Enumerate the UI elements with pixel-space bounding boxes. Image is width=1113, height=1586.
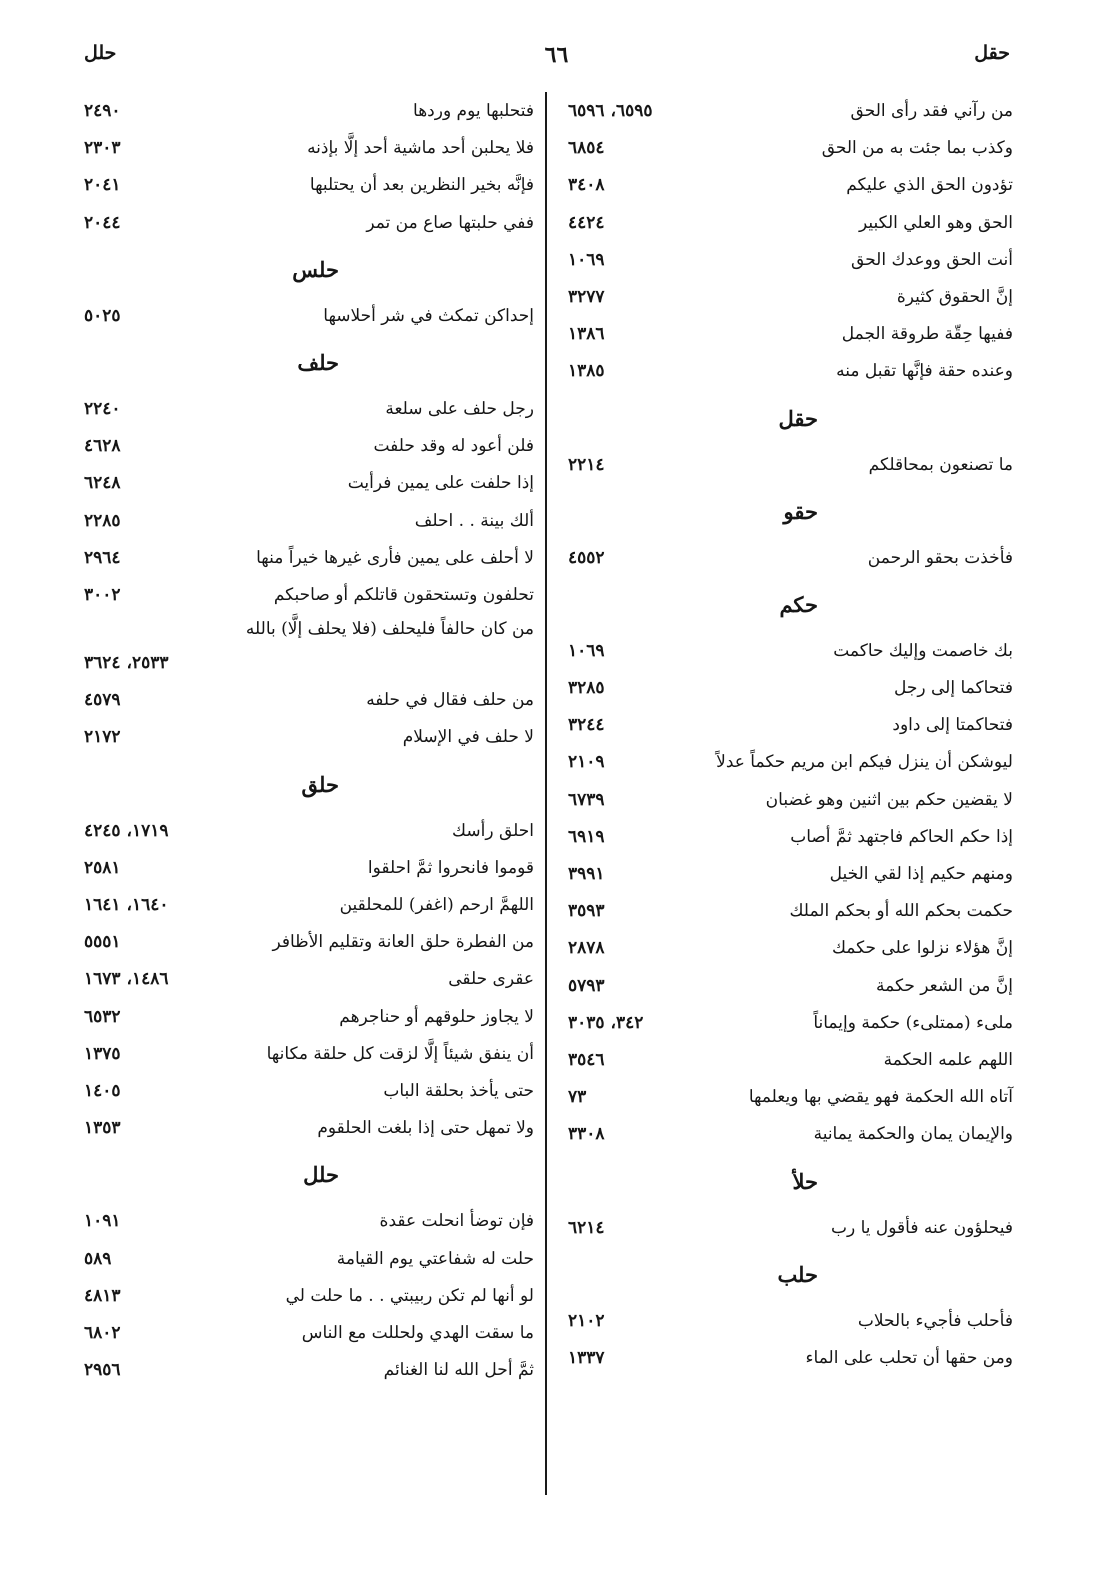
entry-text: فإنَّه بخير النظرين بعد أن يحتلبها <box>309 175 534 196</box>
index-entry <box>568 968 1013 1005</box>
hadith-reference-numbers: ٤٦٢٨ <box>84 436 121 457</box>
entry-text: فيحلؤون عنه فأقول يا رب <box>830 1217 1013 1238</box>
index-entry <box>568 707 1013 744</box>
index-entry <box>84 1073 534 1110</box>
entry-text: اللهمَّ ارحم (اغفر) للمحلقين <box>339 895 534 915</box>
hadith-reference-numbers: ١٠٩١ <box>84 1211 121 1232</box>
running-head-left: حلل <box>84 42 117 64</box>
index-entry <box>84 1352 534 1389</box>
index-entry <box>568 1042 1013 1079</box>
root-heading <box>568 1154 1013 1210</box>
index-entry <box>84 1203 534 1240</box>
index-entry <box>568 279 1013 316</box>
hadith-reference-numbers: ١٦٤٠، ١٦٤١ <box>84 895 169 915</box>
index-entry <box>568 782 1013 819</box>
hadith-reference-numbers: ٦٩١٩ <box>568 826 605 847</box>
entry-text: تحلفون وتستحقون قاتلكم أو صاحبكم <box>273 584 534 605</box>
index-entry <box>84 93 534 130</box>
entry-text: فأخذت بحقو الرحمن <box>867 547 1013 568</box>
index-entry <box>84 1036 534 1073</box>
root-heading-text: حلل <box>303 1162 339 1188</box>
entry-text: أنت الحق ووعدك الحق <box>851 249 1013 270</box>
root-heading-text: حلب <box>777 1261 818 1287</box>
hadith-reference-numbers: ١٣٣٧ <box>568 1347 605 1368</box>
hadith-reference-numbers: ١٣٨٦ <box>568 324 605 345</box>
index-entry <box>568 633 1013 670</box>
root-heading <box>84 757 534 813</box>
index-entry <box>84 130 534 167</box>
entry-text: ليوشكن أن ينزل فيكم ابن مريم حكماً عدلاً <box>716 752 1013 773</box>
index-entry <box>568 670 1013 707</box>
hadith-reference-numbers: ٢٩٦٤ <box>84 547 121 568</box>
root-heading <box>568 577 1013 633</box>
index-entry <box>84 999 534 1036</box>
entry-text: فتحلبها يوم وردها <box>413 101 534 121</box>
left-column <box>84 93 534 1389</box>
hadith-reference-numbers: ٦٢٤٨ <box>84 473 121 494</box>
index-entry <box>568 447 1013 484</box>
index-entry <box>84 205 534 242</box>
hadith-reference-numbers: ١٣٨٥ <box>568 361 605 382</box>
entry-text: ففيها حِقّة طروقة الجمل <box>841 324 1013 345</box>
entry-text: ومنهم حكيم إذا لقي الخيل <box>829 864 1013 884</box>
entry-text: فتحاكما إلى رجل <box>894 678 1013 699</box>
hadith-reference-numbers: ٦٨٠٢ <box>84 1322 121 1343</box>
entry-text: وعنده حقة فإنَّها تقبل منه <box>836 361 1013 382</box>
entry-text: فلن أعود له وقد حلفت <box>373 436 534 457</box>
index-entry <box>568 856 1013 893</box>
index-entry <box>568 1210 1013 1247</box>
index-entry <box>568 893 1013 930</box>
hadith-reference-numbers: ١٧١٩، ٤٢٤٥ <box>84 820 169 841</box>
hadith-reference-numbers: ١٣٥٣ <box>84 1118 121 1139</box>
index-entry <box>84 1241 534 1278</box>
entry-text: إنَّ هؤلاء نزلوا على حكمك <box>831 938 1013 959</box>
entry-text: لا يقضين حكم بين اثنين وهو غضبان <box>765 789 1013 810</box>
entry-text: فأحلب فأجيء بالحلاب <box>857 1310 1013 1331</box>
hadith-reference-numbers: ٣٥٩٣ <box>568 901 605 922</box>
hadith-reference-numbers: ٤٤٢٤ <box>568 212 605 233</box>
hadith-reference-numbers: ٧٣ <box>568 1087 587 1108</box>
hadith-reference-numbers: ٢٥٨١ <box>84 857 121 878</box>
entry-text: لا حلف في الإسلام <box>402 727 534 748</box>
index-entry <box>84 682 534 719</box>
entry-text: ملىء (ممتلىء) حكمة وإيماناً <box>813 1012 1013 1033</box>
index-entry <box>84 1315 534 1352</box>
hadith-reference-numbers: ٢٠٤١ <box>84 175 121 196</box>
hadith-reference-numbers: ٣٢٤٤ <box>568 715 605 736</box>
hadith-reference-numbers: ٢٤٩٠ <box>84 101 121 121</box>
hadith-reference-numbers: ١٤٠٥ <box>84 1080 121 1101</box>
hadith-reference-numbers: ٥٨٩ <box>84 1248 112 1269</box>
hadith-reference-numbers: ٢٥٣٣، ٣٦٢٤ <box>84 653 169 674</box>
root-heading-text: حلأ <box>792 1168 818 1194</box>
hadith-reference-numbers: ٢٨٧٨ <box>568 938 605 959</box>
index-entry <box>568 93 1013 130</box>
hadith-reference-numbers: ٣٢٧٧ <box>568 286 605 307</box>
hadith-reference-numbers: ١٣٧٥ <box>84 1043 121 1064</box>
index-entry <box>568 744 1013 781</box>
entry-continued-text <box>84 614 534 645</box>
index-entry <box>84 645 534 682</box>
hadith-reference-numbers: ٥٠٢٥ <box>84 305 121 326</box>
entry-text: احلق رأسك <box>452 820 534 841</box>
hadith-reference-numbers: ٣٣٠٨ <box>568 1124 605 1145</box>
entry-text: ما سقت الهدي ولحللت مع الناس <box>301 1322 534 1343</box>
hadith-reference-numbers: ٦٥٣٢ <box>84 1006 121 1027</box>
index-entry <box>84 540 534 577</box>
entry-text: آتاه الله الحكمة فهو يقضي بها ويعلمها <box>748 1087 1013 1108</box>
entry-text: أن ينفق شيئاً إلَّا لزقت كل حلقة مكانها <box>266 1043 534 1064</box>
hadith-reference-numbers: ٢٣٠٣ <box>84 138 121 159</box>
root-heading-text: حلس <box>292 256 339 282</box>
entry-text: بك خاصمت وإليك حاكمت <box>833 640 1013 661</box>
hadith-reference-numbers: ٢١٠٩ <box>568 752 605 773</box>
index-entry <box>568 1079 1013 1116</box>
index-entry <box>84 167 534 204</box>
index-entry <box>568 1005 1013 1042</box>
hadith-reference-numbers: ٢١٧٢ <box>84 727 121 748</box>
root-heading-text: حلف <box>297 349 339 375</box>
entry-text: حلت له شفاعتي يوم القيامة <box>336 1248 534 1269</box>
entry-text: تؤدون الحق الذي عليكم <box>846 175 1013 196</box>
hadith-reference-numbers: ٣٥٤٦ <box>568 1049 605 1070</box>
entry-text: ومن حقها أن تحلب على الماء <box>805 1347 1013 1368</box>
entry-text: قوموا فانحروا ثمَّ احلقوا <box>367 857 534 878</box>
entry-text: لو أنها لم تكن ربيبتي . . ما حلت لي <box>285 1285 534 1306</box>
entry-text: لا أحلف على يمين فأرى غيرها خيراً منها <box>256 547 534 568</box>
hadith-reference-numbers: ٢٢١٤ <box>568 454 605 475</box>
index-entry <box>568 1340 1013 1377</box>
index-entry <box>84 428 534 465</box>
entry-text: ما تصنعون بمحاقلكم <box>868 454 1013 475</box>
index-entry <box>568 1116 1013 1153</box>
index-entry <box>568 205 1013 242</box>
entry-text: ثمَّ أحل الله لنا الغنائم <box>383 1360 534 1381</box>
root-heading <box>568 391 1013 447</box>
index-entry <box>568 242 1013 279</box>
right-column <box>568 93 1013 1377</box>
hadith-reference-numbers: ٥٧٩٣ <box>568 975 605 996</box>
hadith-reference-numbers: ٦٨٥٤ <box>568 138 605 159</box>
hadith-reference-numbers: ٢٩٥٦ <box>84 1360 121 1381</box>
root-heading <box>568 484 1013 540</box>
root-heading <box>568 1247 1013 1303</box>
index-entry <box>84 719 534 756</box>
entry-text: ولا تمهل حتى إذا بلغت الحلقوم <box>317 1118 534 1139</box>
entry-text: لا يجاوز حلوقهم أو حناجرهم <box>339 1006 534 1027</box>
root-heading <box>84 335 534 391</box>
entry-text: من حلف فقال في حلفه <box>366 690 534 711</box>
index-entry <box>568 130 1013 167</box>
entry-text: فتحاكمتا إلى داود <box>892 715 1013 736</box>
entry-text: رجل حلف على سلعة <box>385 398 534 419</box>
entry-text: إنَّ من الشعر حكمة <box>876 975 1013 996</box>
index-entry <box>84 1110 534 1147</box>
index-entry <box>84 391 534 428</box>
page-number: ٦٦ <box>544 42 569 68</box>
entry-text: ألك بينة . . احلف <box>414 510 534 531</box>
index-entry <box>84 850 534 887</box>
index-entry <box>84 887 534 924</box>
hadith-reference-numbers: ٣٠٠٢ <box>84 584 121 605</box>
index-entry <box>84 465 534 502</box>
entry-text: من كان حالفاً فليحلف (فلا يحلف إلَّا) بالله <box>245 619 534 640</box>
index-entry <box>84 503 534 540</box>
entry-text: إحداكن تمكث في شر أحلاسها <box>323 305 534 326</box>
entry-text: الحق وهو العلي الكبير <box>858 212 1013 233</box>
entry-text: فإن توضأ انحلت عقدة <box>379 1211 534 1232</box>
entry-text: إذا حلفت على يمين فرأيت <box>347 473 534 494</box>
hadith-reference-numbers: ٦٧٣٩ <box>568 789 605 810</box>
index-entry <box>84 1278 534 1315</box>
hadith-reference-numbers: ٦٢١٤ <box>568 1217 605 1238</box>
hadith-reference-numbers: ٦٥٩٥، ٦٥٩٦ <box>568 101 653 121</box>
hadith-reference-numbers: ٤٥٧٩ <box>84 690 121 711</box>
root-heading-text: حكم <box>779 591 818 617</box>
entry-text: من رآني فقد رأى الحق <box>850 101 1013 121</box>
root-heading-text: حلق <box>301 771 339 797</box>
entry-text: ففي حلبتها صاع من تمر <box>366 212 534 233</box>
root-heading-text: حقل <box>778 405 818 431</box>
entry-text: وكذب بما جئت به من الحق <box>821 138 1013 159</box>
column-divider <box>545 92 547 1495</box>
index-entry <box>84 577 534 614</box>
index-entry <box>568 1303 1013 1340</box>
entry-text: من الفطرة حلق العانة وتقليم الأظافر <box>272 932 534 953</box>
hadith-reference-numbers: ٤٥٥٢ <box>568 547 605 568</box>
root-heading-text: حقو <box>783 498 818 524</box>
entry-text: إذا حكم الحاكم فاجتهد ثمَّ أصاب <box>790 826 1013 847</box>
entry-text: حكمت بحكم الله أو بحكم الملك <box>789 901 1013 922</box>
root-heading <box>84 1147 534 1203</box>
entry-text: حتى يأخذ بحلقة الباب <box>383 1080 534 1101</box>
hadith-reference-numbers: ٢١٠٢ <box>568 1310 605 1331</box>
hadith-reference-numbers: ٥٥٥١ <box>84 932 121 953</box>
hadith-reference-numbers: ١٠٦٩ <box>568 249 605 270</box>
entry-text: والإيمان يمان والحكمة يمانية <box>813 1124 1013 1145</box>
hadith-reference-numbers: ٣٤٠٨ <box>568 175 605 196</box>
index-entry <box>568 316 1013 353</box>
index-entry <box>84 298 534 335</box>
index-entry <box>568 819 1013 856</box>
entry-text: إنَّ الحقوق كثيرة <box>896 286 1013 307</box>
hadith-reference-numbers: ٣٢٨٥ <box>568 678 605 699</box>
index-entry <box>84 924 534 961</box>
hadith-reference-numbers: ١٤٨٦، ١٦٧٣ <box>84 969 169 990</box>
hadith-reference-numbers: ٤٨١٣ <box>84 1285 121 1306</box>
hadith-reference-numbers: ٣٩٩١ <box>568 864 605 884</box>
index-entry <box>84 961 534 998</box>
hadith-reference-numbers: ٢٢٨٥ <box>84 510 121 531</box>
index-entry <box>568 930 1013 967</box>
index-entry <box>568 353 1013 390</box>
index-entry <box>84 813 534 850</box>
hadith-reference-numbers: ٣٤٢، ٣٠٣٥ <box>568 1012 644 1033</box>
running-head-right: حقل <box>974 42 1010 64</box>
root-heading <box>84 242 534 298</box>
index-entry <box>568 540 1013 577</box>
hadith-reference-numbers: ٢٠٤٤ <box>84 212 121 233</box>
entry-text: فلا يحلبن أحد ماشية أحد إلَّا بإذنه <box>307 138 534 159</box>
hadith-reference-numbers: ٢٢٤٠ <box>84 398 121 419</box>
entry-text: اللهم علمه الحكمة <box>883 1049 1013 1070</box>
entry-text: عقرى حلقى <box>448 969 534 990</box>
hadith-reference-numbers: ١٠٦٩ <box>568 640 605 661</box>
index-entry <box>568 167 1013 204</box>
